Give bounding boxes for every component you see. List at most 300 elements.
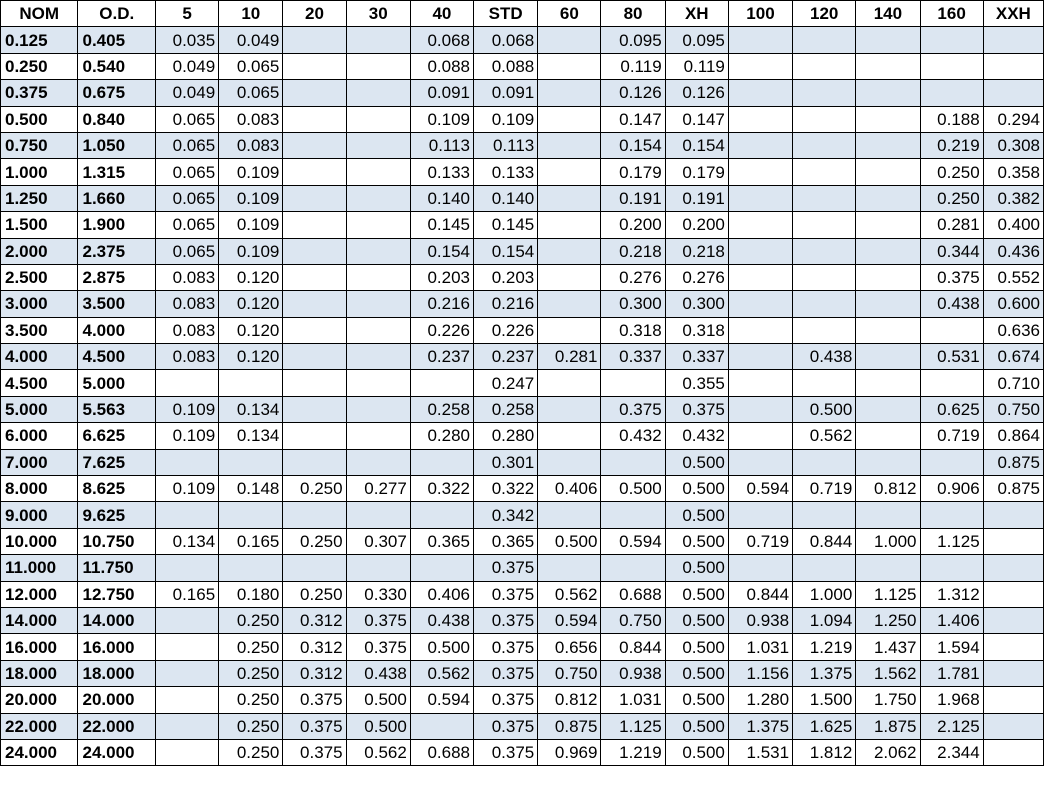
wall-thickness-cell bbox=[538, 370, 601, 396]
wall-thickness-cell bbox=[920, 555, 983, 581]
outside-diameter-cell: 0.840 bbox=[78, 106, 155, 132]
wall-thickness-cell bbox=[219, 449, 283, 475]
wall-thickness-cell bbox=[728, 502, 792, 528]
wall-thickness-cell: 0.154 bbox=[474, 238, 538, 264]
wall-thickness-cell bbox=[983, 660, 1043, 686]
wall-thickness-cell bbox=[283, 106, 346, 132]
wall-thickness-cell bbox=[856, 238, 920, 264]
wall-thickness-cell bbox=[283, 132, 346, 158]
wall-thickness-cell bbox=[538, 27, 601, 53]
column-header: 120 bbox=[793, 1, 856, 27]
wall-thickness-cell bbox=[346, 80, 410, 106]
wall-thickness-cell: 0.250 bbox=[920, 159, 983, 185]
wall-thickness-cell: 0.656 bbox=[538, 634, 601, 660]
wall-thickness-cell: 0.258 bbox=[474, 396, 538, 422]
wall-thickness-cell: 2.125 bbox=[920, 713, 983, 739]
wall-thickness-cell: 0.307 bbox=[346, 528, 410, 554]
wall-thickness-cell: 0.375 bbox=[474, 739, 538, 765]
wall-thickness-cell: 1.000 bbox=[856, 528, 920, 554]
table-row bbox=[1, 396, 1044, 422]
wall-thickness-cell: 0.179 bbox=[665, 159, 728, 185]
wall-thickness-cell: 0.049 bbox=[219, 27, 283, 53]
wall-thickness-cell bbox=[728, 238, 792, 264]
wall-thickness-cell: 0.133 bbox=[410, 159, 473, 185]
nominal-size-cell: 2.000 bbox=[1, 238, 78, 264]
wall-thickness-cell bbox=[155, 634, 218, 660]
table-row bbox=[1, 132, 1044, 158]
wall-thickness-cell bbox=[728, 132, 792, 158]
wall-thickness-cell: 0.065 bbox=[155, 185, 218, 211]
wall-thickness-cell: 0.188 bbox=[920, 106, 983, 132]
wall-thickness-cell bbox=[728, 80, 792, 106]
wall-thickness-cell: 1.031 bbox=[728, 634, 792, 660]
wall-thickness-cell: 0.068 bbox=[410, 27, 473, 53]
wall-thickness-cell bbox=[538, 238, 601, 264]
wall-thickness-cell: 0.134 bbox=[155, 528, 218, 554]
wall-thickness-cell bbox=[283, 264, 346, 290]
wall-thickness-cell bbox=[283, 502, 346, 528]
nominal-size-cell: 20.000 bbox=[1, 687, 78, 713]
wall-thickness-cell bbox=[856, 106, 920, 132]
column-header: 10 bbox=[219, 1, 283, 27]
wall-thickness-cell bbox=[346, 502, 410, 528]
wall-thickness-cell bbox=[346, 53, 410, 79]
column-header: XH bbox=[665, 1, 728, 27]
wall-thickness-cell: 0.844 bbox=[793, 528, 856, 554]
wall-thickness-cell bbox=[793, 53, 856, 79]
wall-thickness-cell bbox=[728, 423, 792, 449]
wall-thickness-cell: 0.134 bbox=[219, 423, 283, 449]
wall-thickness-cell bbox=[728, 317, 792, 343]
wall-thickness-cell: 0.719 bbox=[793, 476, 856, 502]
wall-thickness-cell: 0.250 bbox=[219, 687, 283, 713]
wall-thickness-cell: 0.277 bbox=[346, 476, 410, 502]
wall-thickness-cell: 0.719 bbox=[920, 423, 983, 449]
wall-thickness-cell bbox=[283, 291, 346, 317]
wall-thickness-cell bbox=[283, 555, 346, 581]
wall-thickness-cell: 1.125 bbox=[856, 581, 920, 607]
wall-thickness-cell: 0.247 bbox=[474, 370, 538, 396]
wall-thickness-cell: 0.594 bbox=[538, 607, 601, 633]
wall-thickness-cell: 0.280 bbox=[474, 423, 538, 449]
wall-thickness-cell: 0.109 bbox=[219, 185, 283, 211]
wall-thickness-cell: 0.250 bbox=[219, 660, 283, 686]
wall-thickness-cell bbox=[728, 291, 792, 317]
wall-thickness-cell bbox=[283, 53, 346, 79]
wall-thickness-cell bbox=[920, 449, 983, 475]
column-header: 30 bbox=[346, 1, 410, 27]
wall-thickness-cell: 0.109 bbox=[155, 423, 218, 449]
nominal-size-cell: 0.375 bbox=[1, 80, 78, 106]
nominal-size-cell: 5.000 bbox=[1, 396, 78, 422]
wall-thickness-cell bbox=[856, 132, 920, 158]
table-row bbox=[1, 739, 1044, 765]
wall-thickness-cell bbox=[219, 555, 283, 581]
wall-thickness-cell: 0.375 bbox=[283, 739, 346, 765]
wall-thickness-cell: 0.145 bbox=[474, 212, 538, 238]
wall-thickness-cell bbox=[155, 607, 218, 633]
nominal-size-cell: 0.750 bbox=[1, 132, 78, 158]
wall-thickness-cell bbox=[283, 344, 346, 370]
wall-thickness-cell bbox=[538, 291, 601, 317]
wall-thickness-cell: 1.000 bbox=[793, 581, 856, 607]
outside-diameter-cell: 6.625 bbox=[78, 423, 155, 449]
wall-thickness-cell bbox=[283, 423, 346, 449]
nominal-size-cell: 10.000 bbox=[1, 528, 78, 554]
table-row bbox=[1, 370, 1044, 396]
nominal-size-cell: 1.250 bbox=[1, 185, 78, 211]
wall-thickness-cell bbox=[155, 555, 218, 581]
wall-thickness-cell: 0.120 bbox=[219, 344, 283, 370]
nominal-size-cell: 0.125 bbox=[1, 27, 78, 53]
wall-thickness-cell bbox=[601, 449, 665, 475]
wall-thickness-cell bbox=[983, 687, 1043, 713]
table-row bbox=[1, 634, 1044, 660]
nominal-size-cell: 6.000 bbox=[1, 423, 78, 449]
outside-diameter-cell: 1.660 bbox=[78, 185, 155, 211]
outside-diameter-cell: 5.000 bbox=[78, 370, 155, 396]
wall-thickness-cell: 0.147 bbox=[665, 106, 728, 132]
outside-diameter-cell: 7.625 bbox=[78, 449, 155, 475]
wall-thickness-cell bbox=[538, 53, 601, 79]
wall-thickness-cell: 1.562 bbox=[856, 660, 920, 686]
wall-thickness-cell: 0.375 bbox=[474, 660, 538, 686]
wall-thickness-cell: 0.218 bbox=[665, 238, 728, 264]
wall-thickness-cell: 0.500 bbox=[665, 528, 728, 554]
wall-thickness-cell bbox=[793, 185, 856, 211]
wall-thickness-cell: 0.844 bbox=[728, 581, 792, 607]
wall-thickness-cell: 0.500 bbox=[665, 634, 728, 660]
wall-thickness-cell bbox=[346, 449, 410, 475]
nominal-size-cell: 0.250 bbox=[1, 53, 78, 79]
wall-thickness-cell: 0.165 bbox=[155, 581, 218, 607]
table-row bbox=[1, 687, 1044, 713]
wall-thickness-cell bbox=[155, 687, 218, 713]
wall-thickness-cell: 0.719 bbox=[728, 528, 792, 554]
nominal-size-cell: 8.000 bbox=[1, 476, 78, 502]
wall-thickness-cell: 0.382 bbox=[983, 185, 1043, 211]
wall-thickness-cell: 0.179 bbox=[601, 159, 665, 185]
wall-thickness-cell: 0.406 bbox=[410, 581, 473, 607]
wall-thickness-cell: 0.500 bbox=[665, 607, 728, 633]
wall-thickness-cell: 0.312 bbox=[283, 607, 346, 633]
wall-thickness-cell bbox=[155, 370, 218, 396]
outside-diameter-cell: 5.563 bbox=[78, 396, 155, 422]
wall-thickness-cell bbox=[856, 555, 920, 581]
wall-thickness-cell bbox=[538, 185, 601, 211]
nominal-size-cell: 4.500 bbox=[1, 370, 78, 396]
wall-thickness-cell bbox=[538, 159, 601, 185]
column-header: NOM bbox=[1, 1, 78, 27]
wall-thickness-cell: 0.083 bbox=[155, 317, 218, 343]
wall-thickness-cell bbox=[728, 106, 792, 132]
wall-thickness-cell bbox=[346, 27, 410, 53]
wall-thickness-cell: 0.710 bbox=[983, 370, 1043, 396]
wall-thickness-cell: 0.969 bbox=[538, 739, 601, 765]
table-row bbox=[1, 581, 1044, 607]
wall-thickness-cell bbox=[283, 212, 346, 238]
wall-thickness-cell: 0.432 bbox=[601, 423, 665, 449]
wall-thickness-cell: 0.049 bbox=[155, 53, 218, 79]
wall-thickness-cell: 0.035 bbox=[155, 27, 218, 53]
wall-thickness-cell: 0.562 bbox=[346, 739, 410, 765]
wall-thickness-cell: 0.625 bbox=[920, 396, 983, 422]
wall-thickness-cell: 0.375 bbox=[346, 607, 410, 633]
wall-thickness-cell: 0.875 bbox=[538, 713, 601, 739]
wall-thickness-cell: 0.375 bbox=[601, 396, 665, 422]
wall-thickness-cell bbox=[283, 159, 346, 185]
wall-thickness-cell bbox=[983, 713, 1043, 739]
wall-thickness-cell: 0.594 bbox=[410, 687, 473, 713]
outside-diameter-cell: 1.900 bbox=[78, 212, 155, 238]
wall-thickness-cell: 0.355 bbox=[665, 370, 728, 396]
wall-thickness-cell: 0.600 bbox=[983, 291, 1043, 317]
nominal-size-cell: 1.500 bbox=[1, 212, 78, 238]
wall-thickness-cell bbox=[538, 264, 601, 290]
wall-thickness-cell: 0.300 bbox=[601, 291, 665, 317]
wall-thickness-cell bbox=[346, 185, 410, 211]
wall-thickness-cell: 0.500 bbox=[665, 687, 728, 713]
wall-thickness-cell: 0.281 bbox=[538, 344, 601, 370]
wall-thickness-cell: 0.552 bbox=[983, 264, 1043, 290]
table-row bbox=[1, 607, 1044, 633]
wall-thickness-cell: 0.250 bbox=[283, 476, 346, 502]
wall-thickness-cell bbox=[410, 713, 473, 739]
table-row bbox=[1, 317, 1044, 343]
wall-thickness-cell: 0.844 bbox=[601, 634, 665, 660]
wall-thickness-cell: 0.337 bbox=[601, 344, 665, 370]
wall-thickness-cell bbox=[410, 502, 473, 528]
wall-thickness-cell: 0.375 bbox=[474, 607, 538, 633]
wall-thickness-cell: 0.148 bbox=[219, 476, 283, 502]
wall-thickness-cell: 0.375 bbox=[474, 555, 538, 581]
wall-thickness-cell: 0.322 bbox=[410, 476, 473, 502]
wall-thickness-cell: 0.438 bbox=[920, 291, 983, 317]
wall-thickness-cell bbox=[728, 27, 792, 53]
wall-thickness-cell: 1.031 bbox=[601, 687, 665, 713]
wall-thickness-cell: 0.109 bbox=[219, 238, 283, 264]
table-row bbox=[1, 27, 1044, 53]
outside-diameter-cell: 2.375 bbox=[78, 238, 155, 264]
wall-thickness-cell: 0.301 bbox=[474, 449, 538, 475]
column-header: O.D. bbox=[78, 1, 155, 27]
table-row bbox=[1, 291, 1044, 317]
table-row bbox=[1, 660, 1044, 686]
wall-thickness-cell: 0.216 bbox=[474, 291, 538, 317]
nominal-size-cell: 0.500 bbox=[1, 106, 78, 132]
wall-thickness-cell: 0.126 bbox=[665, 80, 728, 106]
wall-thickness-cell: 1.531 bbox=[728, 739, 792, 765]
wall-thickness-cell: 1.156 bbox=[728, 660, 792, 686]
wall-thickness-cell: 2.062 bbox=[856, 739, 920, 765]
wall-thickness-cell bbox=[856, 370, 920, 396]
wall-thickness-cell: 0.750 bbox=[983, 396, 1043, 422]
wall-thickness-cell bbox=[983, 634, 1043, 660]
wall-thickness-cell: 0.083 bbox=[219, 132, 283, 158]
wall-thickness-cell: 0.375 bbox=[283, 713, 346, 739]
column-header: 100 bbox=[728, 1, 792, 27]
wall-thickness-cell: 0.812 bbox=[538, 687, 601, 713]
wall-thickness-cell: 0.083 bbox=[155, 344, 218, 370]
wall-thickness-cell: 0.500 bbox=[538, 528, 601, 554]
wall-thickness-cell bbox=[793, 555, 856, 581]
wall-thickness-cell bbox=[346, 291, 410, 317]
wall-thickness-cell: 0.562 bbox=[538, 581, 601, 607]
wall-thickness-cell bbox=[346, 370, 410, 396]
wall-thickness-cell bbox=[283, 396, 346, 422]
wall-thickness-cell: 0.226 bbox=[474, 317, 538, 343]
wall-thickness-cell: 0.119 bbox=[665, 53, 728, 79]
wall-thickness-cell: 0.250 bbox=[219, 739, 283, 765]
outside-diameter-cell: 0.405 bbox=[78, 27, 155, 53]
wall-thickness-cell: 0.375 bbox=[474, 687, 538, 713]
wall-thickness-cell bbox=[538, 502, 601, 528]
wall-thickness-cell bbox=[728, 264, 792, 290]
wall-thickness-cell: 1.437 bbox=[856, 634, 920, 660]
outside-diameter-cell: 24.000 bbox=[78, 739, 155, 765]
wall-thickness-cell: 0.938 bbox=[601, 660, 665, 686]
wall-thickness-cell: 0.750 bbox=[601, 607, 665, 633]
wall-thickness-cell: 0.109 bbox=[474, 106, 538, 132]
wall-thickness-cell: 0.109 bbox=[219, 159, 283, 185]
wall-thickness-cell: 0.500 bbox=[665, 739, 728, 765]
wall-thickness-cell bbox=[856, 264, 920, 290]
wall-thickness-cell: 0.594 bbox=[728, 476, 792, 502]
wall-thickness-cell: 0.300 bbox=[665, 291, 728, 317]
wall-thickness-cell bbox=[538, 317, 601, 343]
wall-thickness-cell: 0.365 bbox=[474, 528, 538, 554]
wall-thickness-cell: 1.594 bbox=[920, 634, 983, 660]
wall-thickness-cell: 1.750 bbox=[856, 687, 920, 713]
wall-thickness-cell: 0.438 bbox=[410, 607, 473, 633]
wall-thickness-cell bbox=[983, 502, 1043, 528]
wall-thickness-cell: 1.406 bbox=[920, 607, 983, 633]
wall-thickness-cell: 0.095 bbox=[601, 27, 665, 53]
wall-thickness-cell bbox=[283, 238, 346, 264]
wall-thickness-cell: 0.109 bbox=[410, 106, 473, 132]
wall-thickness-cell: 0.500 bbox=[665, 502, 728, 528]
outside-diameter-cell: 18.000 bbox=[78, 660, 155, 686]
wall-thickness-cell: 0.065 bbox=[155, 106, 218, 132]
wall-thickness-cell: 1.280 bbox=[728, 687, 792, 713]
wall-thickness-cell bbox=[856, 423, 920, 449]
table-row bbox=[1, 713, 1044, 739]
wall-thickness-cell: 0.065 bbox=[219, 80, 283, 106]
wall-thickness-cell bbox=[856, 159, 920, 185]
wall-thickness-cell bbox=[856, 502, 920, 528]
table-row bbox=[1, 53, 1044, 79]
outside-diameter-cell: 22.000 bbox=[78, 713, 155, 739]
wall-thickness-cell: 1.125 bbox=[601, 713, 665, 739]
wall-thickness-cell: 0.113 bbox=[474, 132, 538, 158]
wall-thickness-cell: 0.500 bbox=[665, 476, 728, 502]
wall-thickness-cell: 1.219 bbox=[601, 739, 665, 765]
wall-thickness-cell bbox=[856, 212, 920, 238]
table-row bbox=[1, 159, 1044, 185]
wall-thickness-cell: 0.095 bbox=[665, 27, 728, 53]
wall-thickness-cell bbox=[346, 555, 410, 581]
nominal-size-cell: 12.000 bbox=[1, 581, 78, 607]
wall-thickness-cell bbox=[538, 212, 601, 238]
wall-thickness-cell: 0.500 bbox=[410, 634, 473, 660]
wall-thickness-cell bbox=[856, 185, 920, 211]
wall-thickness-cell: 0.276 bbox=[665, 264, 728, 290]
wall-thickness-cell bbox=[283, 449, 346, 475]
wall-thickness-cell: 1.781 bbox=[920, 660, 983, 686]
wall-thickness-cell bbox=[920, 502, 983, 528]
table-row bbox=[1, 212, 1044, 238]
wall-thickness-cell bbox=[601, 370, 665, 396]
outside-diameter-cell: 12.750 bbox=[78, 581, 155, 607]
wall-thickness-cell: 1.094 bbox=[793, 607, 856, 633]
wall-thickness-cell bbox=[346, 132, 410, 158]
wall-thickness-cell bbox=[346, 423, 410, 449]
wall-thickness-cell: 0.237 bbox=[410, 344, 473, 370]
wall-thickness-cell: 0.375 bbox=[474, 581, 538, 607]
column-header: 160 bbox=[920, 1, 983, 27]
wall-thickness-cell: 0.126 bbox=[601, 80, 665, 106]
column-header: 140 bbox=[856, 1, 920, 27]
wall-thickness-cell bbox=[793, 502, 856, 528]
wall-thickness-cell: 0.147 bbox=[601, 106, 665, 132]
wall-thickness-cell: 0.594 bbox=[601, 528, 665, 554]
wall-thickness-cell bbox=[601, 502, 665, 528]
nominal-size-cell: 14.000 bbox=[1, 607, 78, 633]
wall-thickness-cell: 0.083 bbox=[219, 106, 283, 132]
table-row bbox=[1, 238, 1044, 264]
wall-thickness-cell: 0.154 bbox=[665, 132, 728, 158]
column-header: 80 bbox=[601, 1, 665, 27]
wall-thickness-cell: 0.237 bbox=[474, 344, 538, 370]
table-row bbox=[1, 264, 1044, 290]
wall-thickness-cell bbox=[728, 53, 792, 79]
wall-thickness-cell: 0.145 bbox=[410, 212, 473, 238]
wall-thickness-cell: 0.375 bbox=[283, 687, 346, 713]
wall-thickness-cell: 2.344 bbox=[920, 739, 983, 765]
wall-thickness-cell: 0.119 bbox=[601, 53, 665, 79]
wall-thickness-cell bbox=[346, 159, 410, 185]
wall-thickness-cell bbox=[728, 449, 792, 475]
wall-thickness-cell: 0.191 bbox=[665, 185, 728, 211]
table-row bbox=[1, 502, 1044, 528]
table-row bbox=[1, 80, 1044, 106]
outside-diameter-cell: 9.625 bbox=[78, 502, 155, 528]
wall-thickness-cell bbox=[856, 449, 920, 475]
wall-thickness-cell bbox=[538, 80, 601, 106]
outside-diameter-cell: 0.675 bbox=[78, 80, 155, 106]
wall-thickness-cell bbox=[219, 370, 283, 396]
wall-thickness-cell: 0.375 bbox=[474, 713, 538, 739]
wall-thickness-cell bbox=[155, 739, 218, 765]
wall-thickness-cell: 0.091 bbox=[474, 80, 538, 106]
wall-thickness-cell: 1.375 bbox=[793, 660, 856, 686]
wall-thickness-cell bbox=[346, 212, 410, 238]
table-row bbox=[1, 476, 1044, 502]
wall-thickness-cell: 0.750 bbox=[538, 660, 601, 686]
wall-thickness-cell bbox=[856, 27, 920, 53]
wall-thickness-cell: 0.083 bbox=[155, 291, 218, 317]
wall-thickness-cell bbox=[920, 80, 983, 106]
wall-thickness-cell bbox=[346, 396, 410, 422]
header-row bbox=[1, 1, 1044, 27]
wall-thickness-cell: 0.294 bbox=[983, 106, 1043, 132]
wall-thickness-cell bbox=[856, 80, 920, 106]
outside-diameter-cell: 1.315 bbox=[78, 159, 155, 185]
wall-thickness-cell: 1.219 bbox=[793, 634, 856, 660]
wall-thickness-cell bbox=[856, 396, 920, 422]
wall-thickness-cell bbox=[538, 555, 601, 581]
outside-diameter-cell: 3.500 bbox=[78, 291, 155, 317]
